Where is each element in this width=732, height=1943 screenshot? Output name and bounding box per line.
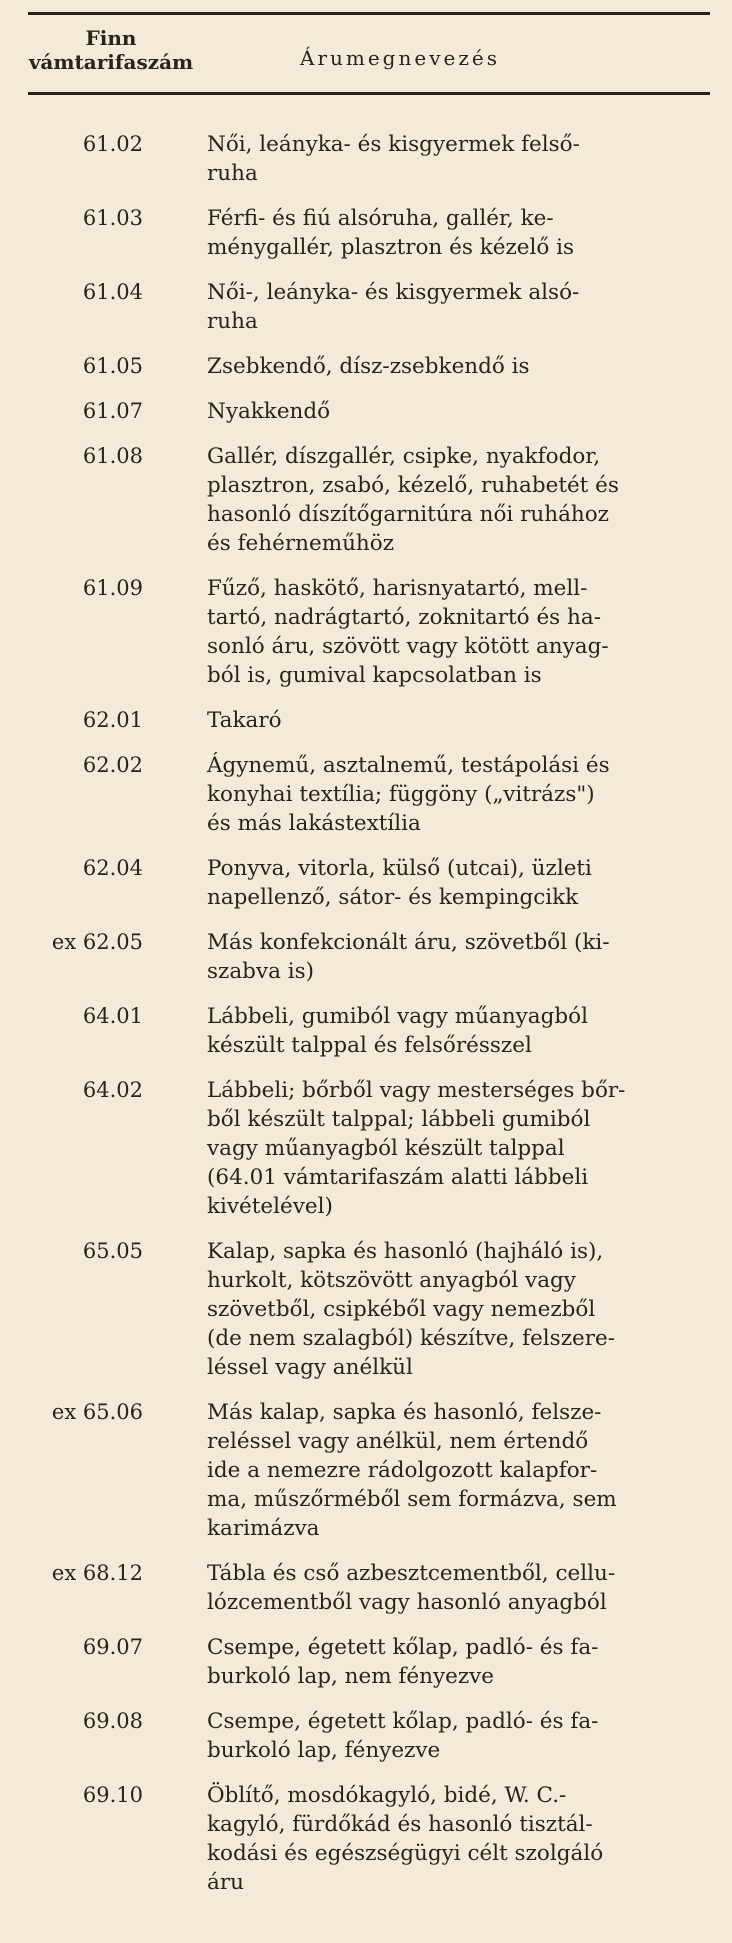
table-row — [0, 1559, 732, 1617]
description-line: Öblítő, mosdókagyló, bidé, W. C.- — [207, 1783, 567, 1808]
tariff-code: 61.02 — [82, 132, 143, 156]
description-line: napellenző, sátor- és kempingcikk — [207, 885, 579, 910]
description-line: és más lakástextília — [207, 811, 421, 836]
tariff-code: 61.05 — [82, 354, 143, 378]
tariff-code: 69.08 — [82, 1709, 143, 1733]
description-line: ból is, gumival kapcsolatban is — [207, 663, 542, 688]
description-line: Ágynemű, asztalnemű, testápolási és — [207, 753, 610, 778]
description-line: kodási és egészségügyi célt szolgáló — [207, 1841, 604, 1866]
column-header-code-line1: Finn — [85, 26, 137, 50]
description-line: és fehérneműhöz — [207, 531, 395, 556]
goods-description — [175, 278, 683, 336]
table-row — [0, 1398, 732, 1543]
description-line: Ponyva, vitorla, külső (utcai), üzleti — [207, 856, 592, 881]
description-line: ruha — [207, 309, 258, 334]
goods-description — [175, 204, 683, 262]
description-line: Női-, leányka- és kisgyermek alsó- — [207, 280, 580, 305]
description-line: Lábbeli, gumiból vagy műanyagból — [207, 1004, 588, 1029]
description-line: ből készült talppal; lábbeli gumiból — [207, 1107, 591, 1132]
goods-description — [175, 397, 683, 426]
goods-description — [175, 1398, 683, 1543]
goods-description — [175, 928, 683, 986]
description-line: kivételével) — [207, 1194, 333, 1219]
tariff-code: 62.02 — [82, 753, 143, 777]
table-row — [0, 1237, 732, 1382]
goods-description — [175, 1237, 683, 1382]
tariff-code: ex 68.12 — [51, 1561, 143, 1585]
tariff-code: ex 62.05 — [51, 930, 143, 954]
table-row — [0, 397, 732, 426]
table-row — [0, 1002, 732, 1060]
description-line: lózcementből vagy hasonló anyagból — [207, 1590, 607, 1615]
table-row — [0, 130, 732, 188]
tariff-code: 61.03 — [82, 206, 143, 230]
description-line: burkoló lap, nem fényezve — [207, 1664, 495, 1689]
description-line: reléssel vagy anélkül, nem értendő — [207, 1429, 589, 1454]
tariff-code: 65.05 — [82, 1239, 143, 1263]
description-line: hasonló díszítőgarnitúra női ruhához — [207, 502, 610, 527]
description-line: léssel vagy anélkül — [207, 1355, 413, 1380]
description-line: ménygallér, plasztron és kézelő is — [207, 235, 575, 260]
description-line: konyhai textília; függöny („vitrázs") — [207, 782, 595, 807]
description-line: Lábbeli; bőrből vagy mesterséges bőr- — [207, 1078, 626, 1103]
description-line: tartó, nadrágtartó, zoknitartó és ha- — [207, 605, 601, 630]
goods-description — [175, 442, 683, 558]
goods-description — [175, 352, 683, 381]
description-line: (de nem szalagból) készítve, felszere- — [207, 1326, 616, 1351]
tariff-table — [0, 130, 732, 1913]
description-line: Férfi- és fiú alsóruha, gallér, ke- — [207, 206, 554, 231]
goods-description — [175, 751, 683, 838]
description-line: Kalap, sapka és hasonló (hajháló is), — [207, 1239, 604, 1264]
description-line: áru — [207, 1870, 244, 1895]
tariff-code: ex 65.06 — [51, 1400, 143, 1424]
goods-description — [175, 574, 683, 690]
description-line: hurkolt, kötszövött anyagból vagy — [207, 1268, 576, 1293]
tariff-code: 61.08 — [82, 444, 143, 468]
goods-description — [175, 130, 683, 188]
goods-description — [175, 1076, 683, 1221]
description-line: Gallér, díszgallér, csipke, nyakfodor, — [207, 444, 601, 469]
tariff-code: 61.07 — [82, 399, 143, 423]
column-header-name: Árumegnevezés — [300, 46, 500, 70]
column-header-code-line2: vámtarifaszám — [28, 50, 194, 74]
description-line: ma, műszőrméből sem formázva, sem — [207, 1487, 617, 1512]
description-line: ide a nemezre rádolgozott kalapfor- — [207, 1458, 598, 1483]
tariff-code: 61.09 — [82, 576, 143, 600]
table-row — [0, 706, 732, 735]
tariff-code: 69.07 — [82, 1635, 143, 1659]
description-line: Tábla és cső azbesztcementből, cellu- — [207, 1561, 616, 1586]
description-line: Zsebkendő, dísz-zsebkendő is — [207, 354, 530, 379]
description-line: Csempe, égetett kőlap, padló- és fa- — [207, 1635, 599, 1660]
table-row — [0, 1633, 732, 1691]
goods-description — [175, 1707, 683, 1765]
table-row — [0, 574, 732, 690]
description-line: Női, leányka- és kisgyermek felső- — [207, 132, 580, 157]
description-line: (64.01 vámtarifaszám alatti lábbeli — [207, 1165, 589, 1190]
description-line: ruha — [207, 161, 258, 186]
table-row — [0, 928, 732, 986]
table-row — [0, 854, 732, 912]
goods-description — [175, 1781, 683, 1897]
tariff-code: 62.01 — [82, 708, 143, 732]
table-row — [0, 204, 732, 262]
description-line: készült talppal és felsőrésszel — [207, 1033, 532, 1058]
column-header-code — [22, 26, 200, 74]
description-line: szabva is) — [207, 959, 315, 984]
goods-description — [175, 1633, 683, 1691]
table-row — [0, 1781, 732, 1897]
tariff-code: 69.10 — [82, 1783, 143, 1807]
description-line: sonló áru, szövött vagy kötött anyag- — [207, 634, 609, 659]
tariff-code: 64.02 — [82, 1078, 143, 1102]
table-row — [0, 751, 732, 838]
description-line: karimázva — [207, 1516, 320, 1541]
description-line: Csempe, égetett kőlap, padló- és fa- — [207, 1709, 599, 1734]
description-line: plasztron, zsabó, kézelő, ruhabetét és — [207, 473, 619, 498]
table-row — [0, 278, 732, 336]
description-line: Más konfekcionált áru, szövetből (ki- — [207, 930, 610, 955]
description-line: Nyakkendő — [207, 399, 331, 424]
tariff-code: 62.04 — [82, 856, 143, 880]
table-row — [0, 1076, 732, 1221]
description-line: Takaró — [207, 708, 282, 733]
description-line: Más kalap, sapka és hasonló, felsze- — [207, 1400, 602, 1425]
tariff-code: 64.01 — [82, 1004, 143, 1028]
description-line: vagy műanyagból készült talppal — [207, 1136, 565, 1161]
description-line: szövetből, csipkéből vagy nemezből — [207, 1297, 596, 1322]
goods-description — [175, 854, 683, 912]
tariff-code: 61.04 — [82, 280, 143, 304]
description-line: burkoló lap, fényezve — [207, 1738, 441, 1763]
goods-description — [175, 706, 683, 735]
goods-description — [175, 1002, 683, 1060]
top-rule — [28, 12, 710, 15]
table-row — [0, 442, 732, 558]
table-row — [0, 352, 732, 381]
header-rule — [28, 92, 710, 95]
table-row — [0, 1707, 732, 1765]
goods-description — [175, 1559, 683, 1617]
description-line: Fűző, haskötő, harisnyatartó, mell- — [207, 576, 588, 601]
description-line: kagyló, fürdőkád és hasonló tisztál- — [207, 1812, 593, 1837]
